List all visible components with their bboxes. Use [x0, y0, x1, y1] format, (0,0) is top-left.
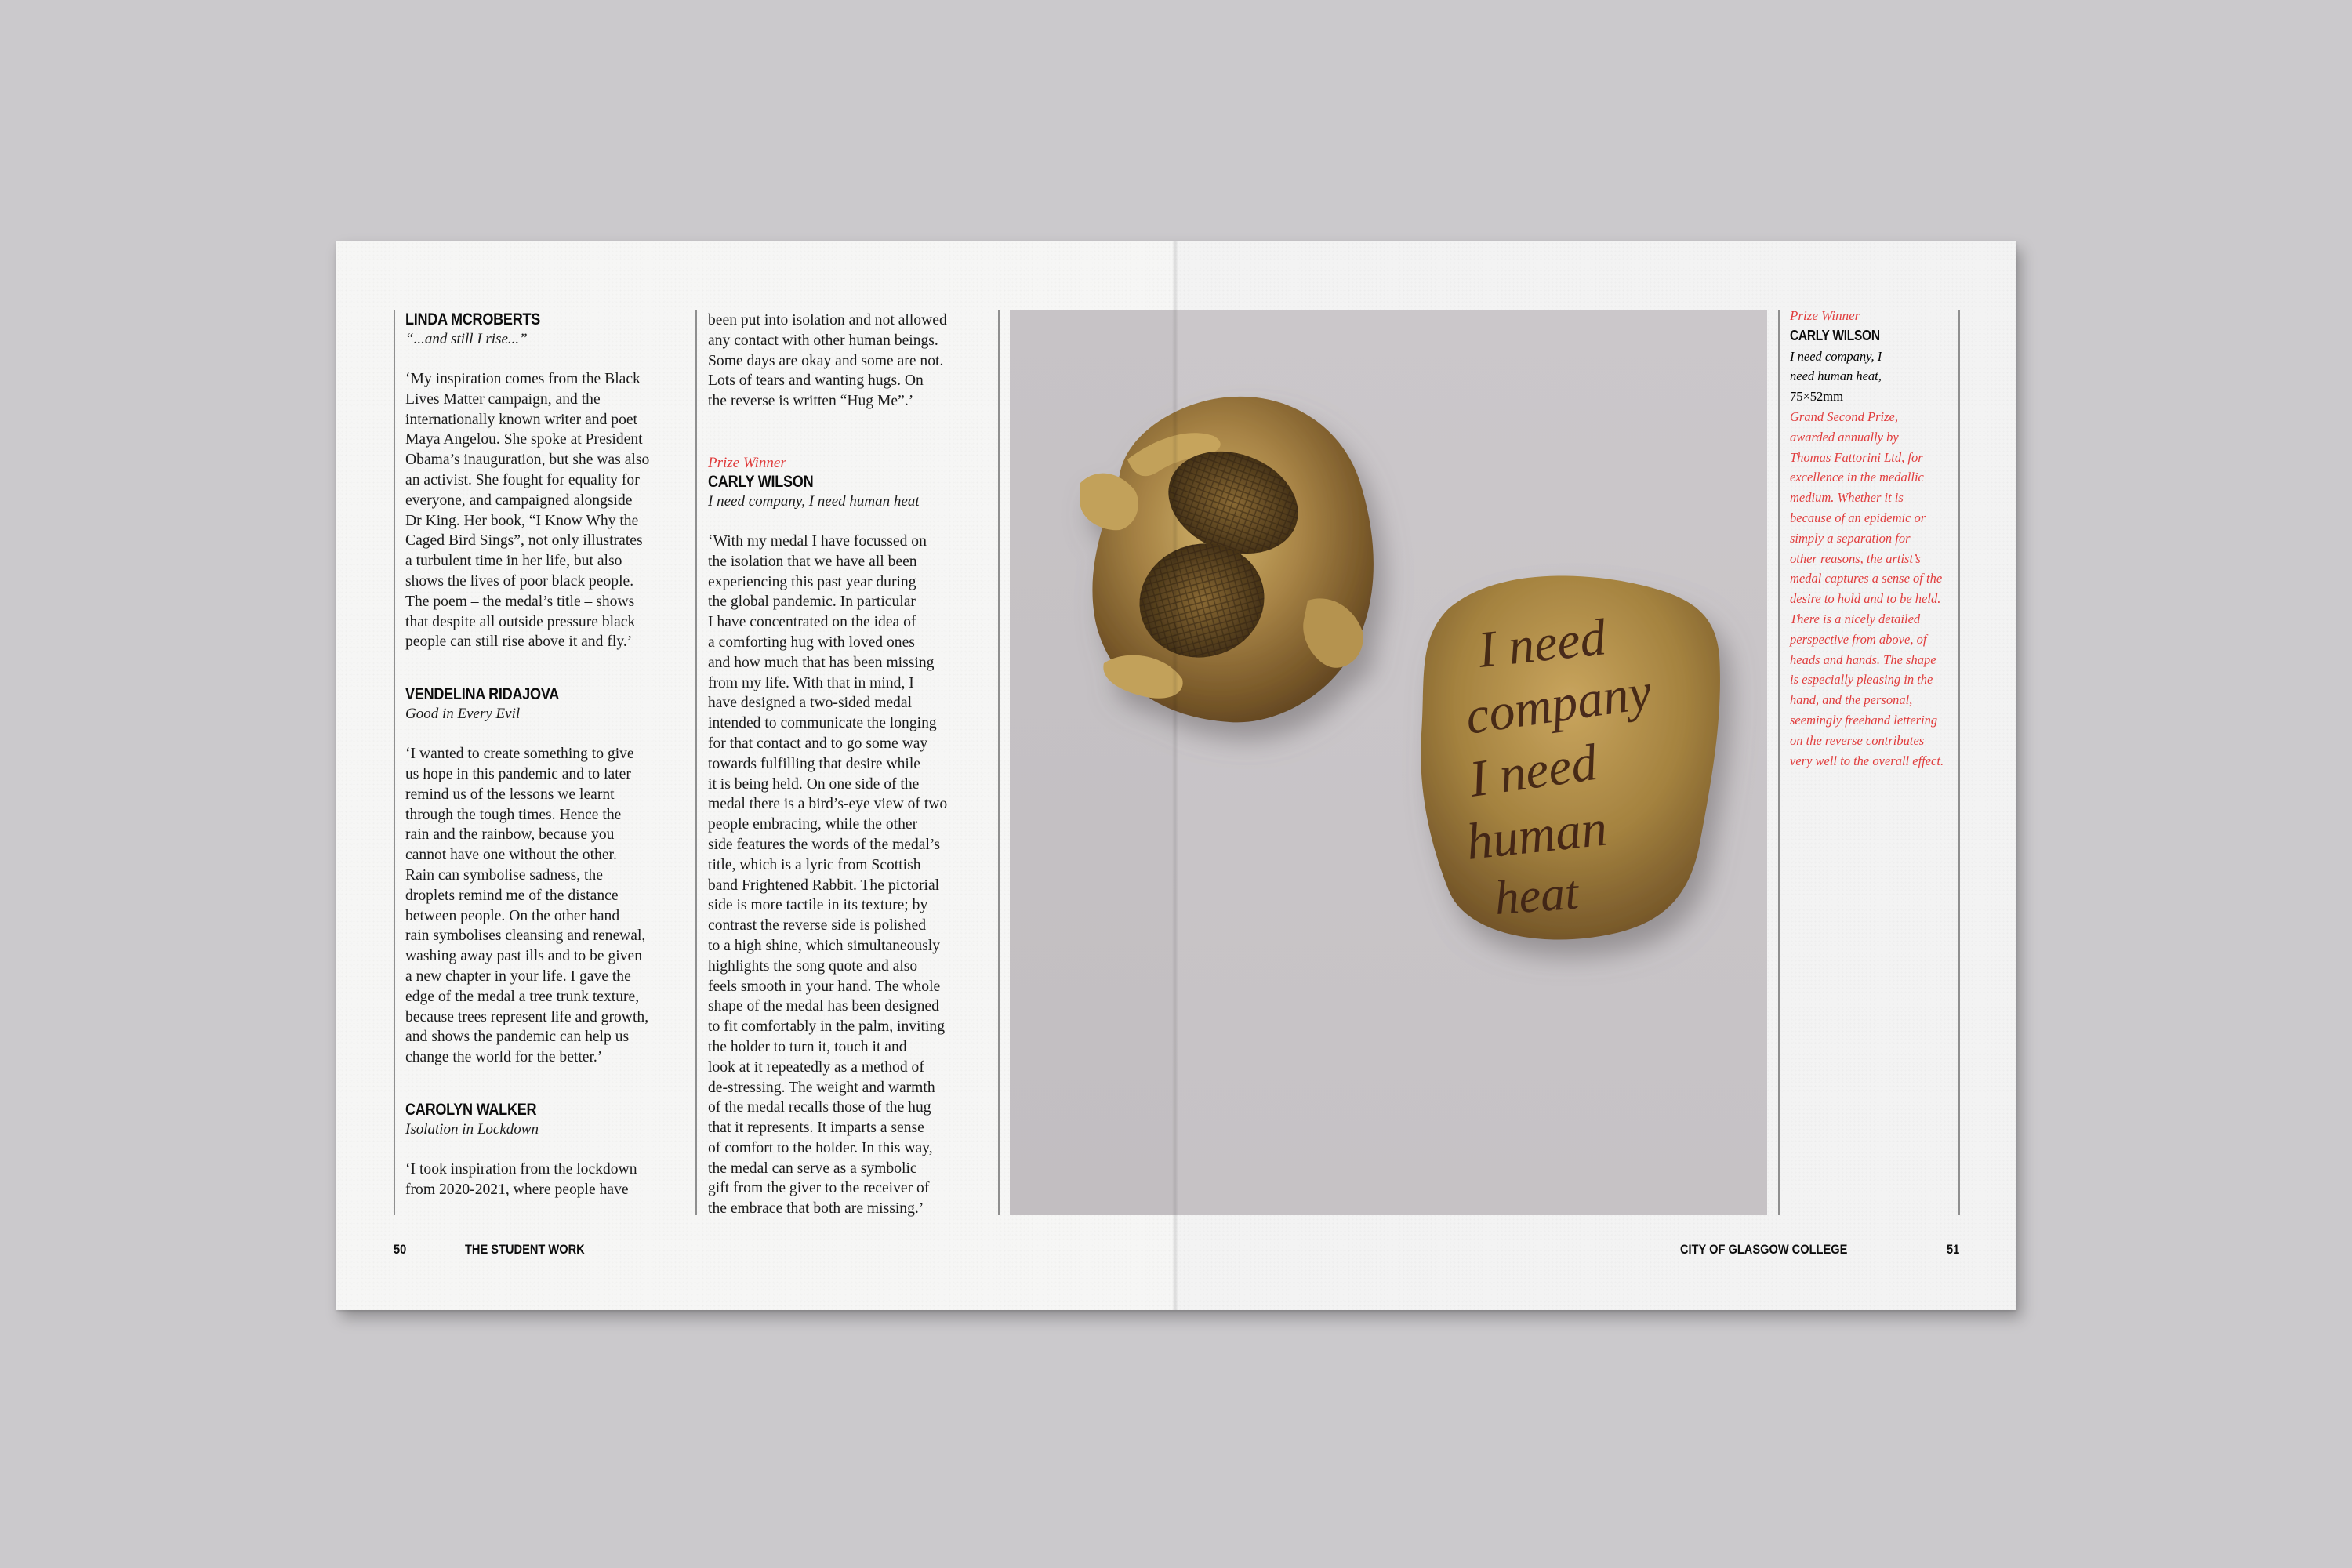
artist-name: CAROLYN WALKER — [405, 1100, 537, 1119]
magazine-spread — [336, 241, 2016, 1310]
statement: ‘With my medal I have focussed on the isolation that we have all been experiencing this past year during the global pandemic. In particular I have concentrated on the idea of a comforting hug with loved ones and how much that has been missing from my life. With that in mind, I have designed a two-sided medal intended to communicate the longing for that contact and to go some way towards fulfilling that desire while it is being held. On one side of the medal there is a bird’s-eye view of two people embracing, while the other side features the words of the medal’s title, which is a lyric from Scottish band Frightened Rabbit. The pictorial side is more tactile in its texture; by contrast the reverse side is polished to a high shine, which simultaneously highlights the song quote and also feels smooth in your hand. The whole shape of the medal has been designed to fit comfortably in the palm, inviting the holder to turn it, touch it and look at it repeatedly as a method of de-stressing. The weight and warmth of the medal recalls those of the hug that it represents. It imparts a sense of comfort to the holder. In this way, the medal can serve as a symbolic gift from the giver to the receiver of the embrace that both are missing.’ — [708, 532, 948, 1218]
continued-statement: been put into isolation and not allowed any contact with other human beings. Some days are okay and some are not. Lots of tears and wanting hugs. On the reverse is written “Hug Me”.’ — [708, 312, 947, 410]
svg-text:heat: heat — [1493, 866, 1581, 925]
medal-title: Good in Every Evil — [405, 706, 521, 723]
entry-carly-wilson — [708, 454, 990, 1219]
svg-text:human: human — [1463, 799, 1610, 871]
page-number-left: 50 — [394, 1242, 407, 1257]
statement: ‘My inspiration comes from the Black Lives Matter campaign, and the internationally known writer and poet Maya Angelou. She spoke at President Obama’s inauguration, but she was also an activist. She fought for equality for everyone, and campaigned alongside Dr King. Her book, “I Know Why the Caged Bird Sings”, not only illustrates a turbulent time in her life, but also shows the lives of poor black people. The poem – the medal’s title – shows that despite all outside pressure black people can still rise above it and fly.’ — [405, 371, 650, 651]
svg-text:company: company — [1461, 662, 1656, 746]
medal-title: “...and still I rise...” — [405, 331, 528, 347]
caption-rule-left — [1778, 310, 1780, 1215]
medal-title: I need company, I need human heat — [708, 492, 920, 510]
medal-dimensions: 75×52mm — [1790, 389, 1843, 405]
column-rule-middle — [695, 310, 697, 1215]
entry-carolyn-walker — [405, 1101, 688, 1200]
medal-title: Isolation in Lockdown — [405, 1120, 539, 1138]
text-column-1 — [405, 310, 688, 1200]
running-head-right: CITY OF GLASGOW COLLEGE — [1680, 1242, 1848, 1257]
column-rule-left — [394, 310, 395, 1215]
entry-linda-mcroberts — [405, 310, 688, 652]
statement: ‘I took inspiration from the lockdown from 2020-2021, where people have — [405, 1160, 637, 1198]
medal-title-line: I need company, I — [1790, 348, 1882, 364]
artist-name: LINDA MCROBERTS — [405, 310, 541, 328]
artist-name: CARLY WILSON — [1790, 327, 1880, 343]
artist-name: CARLY WILSON — [708, 472, 814, 491]
medal-title-line: need human heat, — [1790, 368, 1882, 384]
column-rule-right — [998, 310, 1000, 1215]
prize-winner-label: Prize Winner — [1790, 308, 1860, 323]
svg-text:I need: I need — [1475, 608, 1609, 679]
artist-name: VENDELINA RIDAJOVA — [405, 685, 560, 704]
running-head-left: THE STUDENT WORK — [465, 1242, 585, 1257]
medal-photograph — [1010, 310, 1767, 1215]
text-column-2 — [708, 310, 990, 1219]
prize-winner-label: Prize Winner — [708, 454, 786, 471]
page-number-right: 51 — [1947, 1242, 1960, 1257]
statement: ‘I wanted to create something to give us hope in this pandemic and to later remind us of the lessons we learnt through the tough times. Hence the rain and the rainbow, because you cannot have one without the other. Rain can symbolise sadness, the droplets remind me of the distance between people. On the other hand rain symbolises cleansing and renewal, washing away past ills and to be given a new chapter in your life. I gave the edge of the medal a tree trunk texture, because trees represent life and growth, and shows the pandemic can help us change the world for the better.’ — [405, 746, 649, 1066]
entry-vendelina-ridajova — [405, 685, 688, 1068]
caption-rule-right — [1958, 310, 1960, 1215]
medal-reverse-lettering — [1421, 575, 1720, 939]
photo-caption: Prize Winner CARLY WILSON I need company, I need human heat, 75×52mm Grand Second Prize, awarded annually by Thomas Fattorini Ltd, for excellence in the medallic medium. Whether it is because of an epidemic or simply a separation for other reasons, the artist’s medal captures a sense of the desire to hold and to be held. There is a nicely detailed perspective from above, of heads and hands. The shape is especially pleasing in the hand, and the personal, seemingly freehand lettering on the reverse contributes very well to the overall effect. — [1790, 306, 1955, 771]
svg-text:I need: I need — [1465, 733, 1601, 808]
